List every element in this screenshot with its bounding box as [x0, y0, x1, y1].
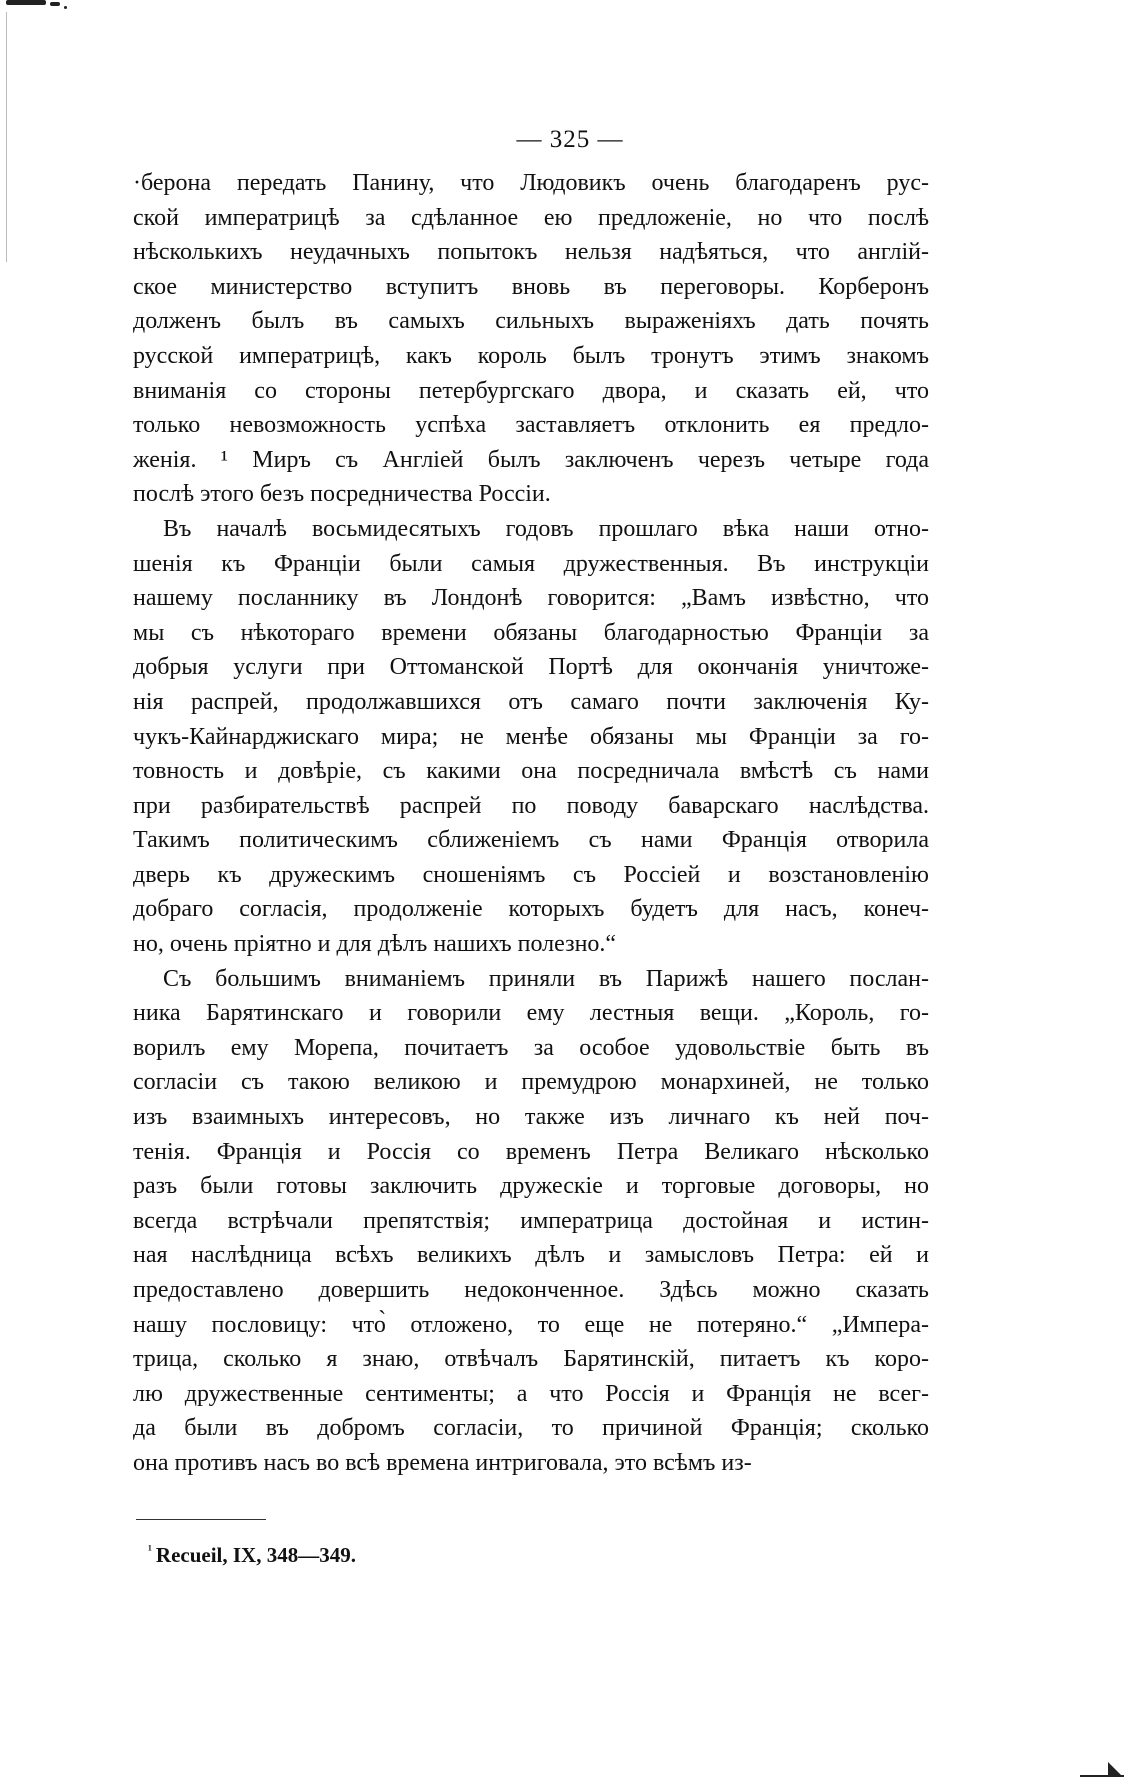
footnote-divider	[136, 1519, 266, 1520]
text-line: тенія. Франція и Россія со временъ Петра Великаго нѣсколько	[133, 1138, 929, 1165]
text-line: предоставлено довершить недоконченное. Здѣсь можно сказать	[133, 1277, 929, 1303]
text-line: ское министерство вступитъ вновь въ переговоры. Корберонъ	[133, 273, 929, 300]
text-line: при разбирательствѣ распрей по поводу баварскаго наслѣдства.	[133, 792, 929, 819]
text-line: всегда встрѣчали препятствія; императрица достойная и истин-	[133, 1207, 929, 1234]
text-line: нѣсколькихъ неудачныхъ попытокъ нельзя надѣяться, что англій-	[133, 239, 929, 266]
text-line: шенія къ Франціи были самыя дружественныя. Въ инструкціи	[133, 550, 929, 577]
scan-artifact-top	[6, 0, 76, 10]
text-line: нія распрей, продолжавшихся отъ самаго почти заключенія Ку-	[133, 688, 929, 715]
text-line: да были въ добромъ согласіи, то причиной Франція; сколько	[133, 1415, 929, 1442]
text-line: послѣ этого безъ посредничества Россіи.	[133, 481, 551, 508]
text-line: ная наслѣдница всѣхъ великихъ дѣлъ и замысловъ Петра: ей и	[133, 1242, 929, 1269]
text-line: добрыя услуги при Оттоманской Портѣ для окончанія уничтоже-	[133, 654, 929, 681]
text-line: чукъ-Кайнарджискаго мира; не менѣе обязаны мы Франціи за го-	[133, 723, 929, 750]
text-line: ворилъ ему Морепа, почитаетъ за особое удовольствіе быть въ	[133, 1034, 929, 1061]
text-line: лю дружественные сентименты; а что Россія и Франція не всег-	[133, 1380, 929, 1407]
paragraph	[133, 166, 929, 512]
text-line: Съ большимъ вниманіемъ приняли въ Парижѣ нашего послан-	[163, 965, 929, 992]
text-line: ника Барятинскаго и говорили ему лестныя вещи. „Король, го-	[133, 1000, 929, 1027]
text-line: товность и довѣріе, съ какими она посредничала вмѣстѣ съ нами	[133, 758, 929, 785]
text-line: она противъ насъ во всѣ времена интриговала, это всѣмъ из-	[133, 1449, 752, 1476]
text-line: трица, сколько я знаю, отвѣчалъ Барятинскій, питаетъ къ коро-	[133, 1346, 929, 1373]
text-line: разъ были готовы заключить дружескіе и торговые договоры, но	[133, 1173, 929, 1200]
paragraph	[133, 962, 929, 1481]
paragraph	[133, 512, 929, 962]
page-number: — 325 —	[516, 126, 624, 153]
text-line: добраго согласія, продолженіе которыхъ будетъ для насъ, конеч-	[133, 896, 929, 923]
footnote-marker: ¹	[148, 1542, 152, 1557]
body-text	[133, 166, 929, 1481]
text-line: дверь къ дружескимъ сношеніямъ съ Россіей и возстановленію	[133, 861, 929, 888]
text-line: но, очень пріятно и для дѣлъ нашихъ полезно.“	[133, 931, 617, 958]
text-line: согласіи съ такою великою и премудрою монархиней, не только	[133, 1069, 929, 1096]
text-line: только невозможность успѣха заставляетъ отклонить ея предло-	[133, 412, 929, 439]
text-line: ской императрицѣ за сдѣланное ею предложеніе, но что послѣ	[133, 204, 929, 231]
scan-artifact-bottom	[1080, 1762, 1124, 1778]
text-line: нашу пословицу: что̀ отложено, то еще не потеряно.“ „Импера-	[133, 1311, 929, 1338]
text-line: вниманія со стороны петербургскаго двора, и сказать ей, что	[133, 377, 929, 404]
text-line: мы съ нѣкотораго времени обязаны благодарностью Франціи за	[133, 619, 929, 646]
text-line: женія. ¹ Миръ съ Англіей былъ заключенъ черезъ четыре года	[133, 446, 929, 473]
footnote-text: Recueil, IX, 348—349.	[155, 1543, 356, 1567]
text-line: долженъ былъ въ самыхъ сильныхъ выраженіяхъ дать почять	[133, 308, 929, 335]
text-line: изъ взаимныхъ интересовъ, но также изъ личнаго къ ней поч-	[133, 1104, 929, 1131]
text-line: Такимъ политическимъ сближеніемъ съ нами Франція отворила	[133, 827, 929, 854]
footnote	[148, 1542, 356, 1568]
text-line: Въ началѣ восьмидесятыхъ годовъ прошлаго вѣка наши отно-	[163, 515, 929, 542]
text-line: нашему посланнику въ Лондонѣ говорится: „Вамъ извѣстно, что	[133, 585, 929, 612]
text-line: ·берона передать Панину, что Людовикъ очень благодаренъ рус-	[133, 170, 929, 196]
text-line: русской императрицѣ, какъ король былъ тронутъ этимъ знакомъ	[133, 342, 929, 369]
